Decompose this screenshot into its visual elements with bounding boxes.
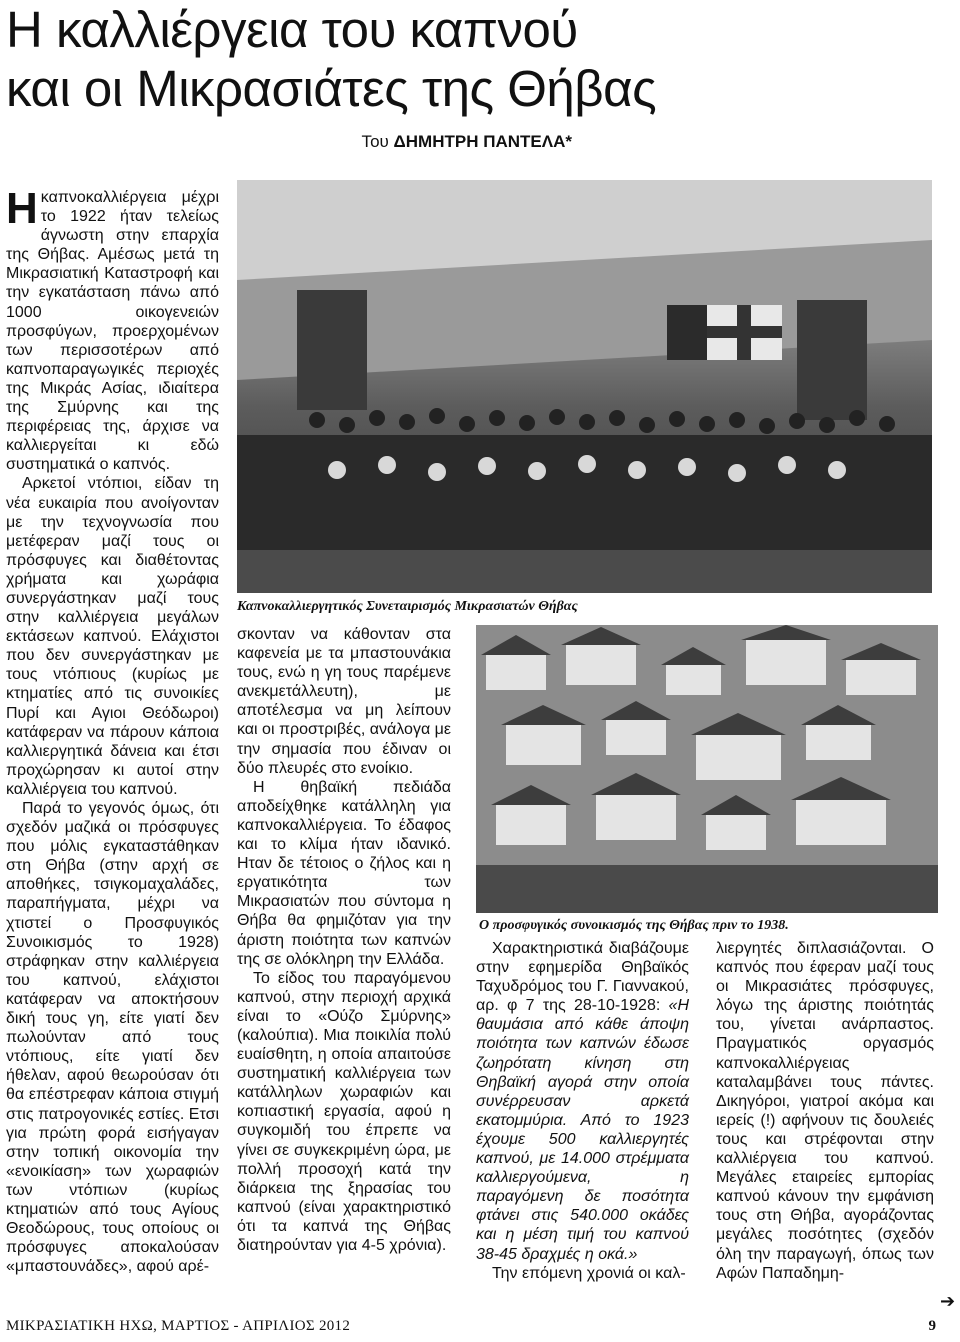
page-number: 9	[928, 1318, 936, 1334]
paragraph: λιεργητές διπλασιάζονται. Ο καπνός που έφεραν μαζί τους οι Μικρασιάτες πρόσφυγες, λόγω της άριστης ποιότητάς του, γίνεται ανάρπαστος. Πραγματικός οργασμός καπνοκαλλιέργειας καταλαμβάνει τους πάντες. Δικηγόροι, γιατροί ακόμα και ιερείς (!) αφήνουν τις δουλειές τους και στρέφονται στην καλλιέργεια του καπνού. Μεγάλες εταιρείες εμπορίας καπνού κάνουν την εμφάνιση τους στη Θήβα, αγοράζοντας μεγάλες ποσότητες (σχεδόν όλη την παραγωγή, όπως των Αφών Παπαδημη-	[716, 940, 934, 1282]
column-1	[6, 184, 219, 1276]
paragraph: Την επόμενη χρονιά οι καλ-	[492, 1264, 686, 1282]
paragraph: Παρά το γεγονός όμως, ότι σχεδόν μαζικά οι πρόσφυγες που μόλις εγκαταστάθηκαν στη Θήβα (στην αρχή σε αποθήκες, τσιγκομαχαλάδες, παραπήγματα, μέχρι να χτιστεί ο Προσφυγικός Συνοικισμός το 1928) στράφηκαν στην καλλιέργεια του καπνού, ελάχιστοι κατάφεραν να αποκτήσουν δική τους γη, είτε γιατί δεν πωλούνταν από τους ντόπιους, είτε γιατί δεν ήθελαν, αφού θεωρούσαν ότι θα επέστρεφαν κάποια στιγμή στις πατρογονικές εστίες. Ετσι για πρώτη φορά εισήγαγαν στην τοπική οικονομία την «ενοικίαση» των χωραφιών των ντόπιων (κυρίως κτηματιών από τους Αγίους Θεοδώρους, τους οποίους οι πρόσφυγες αποκαλούσαν «μπαστουνάδες», αφού αρέ-	[6, 800, 219, 1276]
title-line-2: και οι Μικρασιάτες της Θήβας	[6, 60, 657, 117]
paragraph: Το είδος του παραγόμενου καπνού, στην περιοχή αρχικά είναι το «Ούζο Σμύρνης» (καλούπια). Μια ποικιλία πολύ ευαίσθητη, η οποία απαιτούσε συστηματική καλλιέργεια των κατάλληλων χωραφιών και κοπιαστική εργασία, αφού η συγκομιδή του έπρεπε να γίνει σε συγκεκριμένη ώρα, με πολλή προσοχή κατά την διάρκεια της ξηρασίας του καπνού (είναι χαρακτηριστικό ότι τα καπνά της Θήβας διατηρούνταν για 4-5 χρόνια).	[237, 969, 451, 1254]
quote-intro: Χαρακτηριστικά διαβάζουμε στην εφημερίδα Θηβαϊκός Ταχυδρόμος του Γ. Γιαννακού, αρ. φ 7 της 28-10-1928:	[476, 940, 689, 1015]
footer-publication: ΜΙΚΡΑΣΙΑΤΙΚΗ ΗΧΩ, ΜΑΡΤΙΟΣ - ΑΠΡΙΛΙΟΣ 2012	[6, 1318, 351, 1334]
drop-cap: Η	[6, 184, 38, 233]
title-line-1: Η καλλιέργεια του καπνού	[6, 1, 578, 58]
paragraph: Η θηβαϊκή πεδιάδα αποδείχθηκε κατάλληλη για καπνοκαλλιέργεια. Το έδαφος και το κλίμα ήταν ιδανικό. Ηταν δε τέτοιος ο ζήλος και η εργατικότητα των Μικρασιατών που σύντομα η Θήβα θα φημιζόταν για την άριστη ποιότητα των καπνών της σε ολόκληρη την Ελλάδα.	[237, 778, 451, 968]
group-photo-illustration	[237, 180, 932, 593]
byline-author: ΔΗΜΗΤΡΗ ΠΑΝΤΕΛΑ*	[393, 132, 572, 151]
photo-tobacco-cooperative	[237, 180, 932, 593]
paragraph	[476, 939, 689, 1264]
paragraph: σκονταν να κάθονταν στα καφενεία με τα μπαστουνάκια τους, ενώ η γη τους παρέμενε ανεκμετάλλευτη), με αποτέλεσμα να μη λείπουν και οι προστριβές, ανάλογα με την σημασία που έδιναν οι δύο πλευρές στο ενοίκιο.	[237, 626, 451, 777]
continue-arrow-icon: ➔	[940, 1291, 956, 1311]
newspaper-quote: «Η θαυμάσια από κάθε άποψη ποιότητα των καπνών έδωσε ζωηρότατη κίνηση στη Θηβαϊκή αγορά στην οποία συνέρρευσαν αρκετά εκατομμύρια. Από το 1923 έχουμε 500 καλλιεργητές καπνού, με 14.000 στρέμματα καλλιεργούμενα, η παραγόμενη δε ποσότητα φτάνει στις 540.000 οκάδες και η μέση τιμή του καπνού 38-45 δραχμές η οκά.»	[476, 997, 689, 1263]
article-title	[6, 0, 956, 118]
photo-caption: Καπνοκαλλιεργητικός Συνεταιρισμός Μικρασιατών Θήβας	[237, 599, 578, 614]
byline	[362, 132, 572, 152]
paragraph: Αρκετοί ντόπιοι, είδαν τη νέα ευκαιρία που ανοίγονταν με την τεχνογνωσία που μετέφεραν μαζί τους οι πρόσφυγες και διαθέτοντας χρήματα και χωράφια συνεργάστηκαν μαζί τους στην καλλιέργεια μεγάλων εκτάσεων καπνού. Ελάχιστοι που δεν συνεργάστηκαν με τους ντόπιους (κυρίως με κτηματίες από τις συνοικίες Πυρί και Αγιοι Θεόδωροι) κατάφεραν να πάρουν κάποια καλλιεργητικά δάνεια και έτσι προχώρησαν κι αυτοί στην καλλιέργεια του καπνού.	[6, 475, 219, 798]
photo-refugee-settlement	[476, 625, 938, 913]
paragraph	[6, 184, 219, 474]
paragraph-text: καπνοκαλλιέργεια μέχρι το 1922 ήταν τελείως άγνωστη στην επαρχία της Θήβας. Αμέσως μετά τη Μικρασιατική Καταστροφή και την εγκατάσταση πάνω από 1000 οικογενειών προσφύγων, προερχομένων των περισσοτέρων από καπνοπαραγωγικές περιοχές της Μικράς Ασίας, ιδιαίτερα της Σμύρνης και της περιφέρειας της, άρχισε να καλλιεργείται κι εδώ συστηματικά ο καπνός.	[6, 189, 219, 474]
photo-caption: Ο προσφυγικός συνοικισμός της Θήβας πριν το 1938.	[479, 918, 789, 933]
column-2	[237, 625, 451, 1255]
town-photo-illustration	[476, 625, 938, 913]
column-3	[476, 939, 689, 1283]
byline-prefix: Του	[361, 132, 394, 151]
column-4	[716, 939, 934, 1283]
